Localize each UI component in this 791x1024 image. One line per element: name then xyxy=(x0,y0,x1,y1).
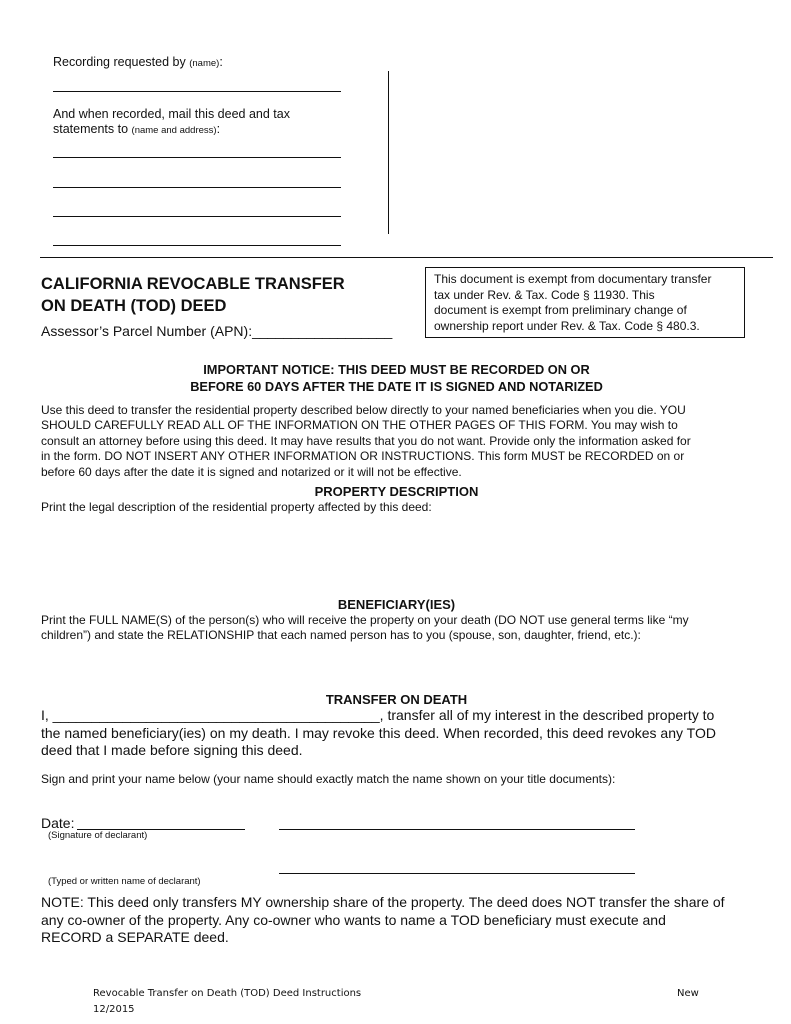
sign-instruction: Sign and print your name below (your name should exactly match the name shown on your title documents): xyxy=(41,772,616,786)
exempt-notice-box xyxy=(425,267,745,338)
property-description-instruction: Print the legal description of the residential property affected by this deed: xyxy=(41,500,432,514)
footer-status: New xyxy=(677,988,699,999)
signature-hint: (Signature of declarant) xyxy=(48,830,148,841)
note-line: NOTE: This deed only transfers MY ownership share of the property. The deed does NOT transfer the share of xyxy=(41,894,725,910)
signature-field[interactable] xyxy=(279,829,635,830)
notice-body-line: SHOULD CAREFULLY READ ALL OF THE INFORMATION ON THE OTHER PAGES OF THIS FORM. You may wish to xyxy=(41,418,678,433)
property-description-field[interactable] xyxy=(41,520,753,590)
recording-divider xyxy=(388,71,389,234)
colon: : xyxy=(219,55,223,69)
footer-doc-title: Revocable Transfer on Death (TOD) Deed Instructions xyxy=(93,988,362,999)
header-divider xyxy=(40,257,773,258)
note-line: any co-owner of the property. Any co-owner who wants to name a TOD beneficiary must execute and xyxy=(41,911,666,928)
notice-body-line: consult an attorney before using this deed. It may have results that you do not want. Provide only the information asked for xyxy=(41,433,691,448)
notice-body-line: in the form. DO NOT INSERT ANY OTHER INFORMATION OR INSTRUCTIONS. This form MUST be RECORDED on or xyxy=(41,449,685,464)
beneficiaries-heading: BENEFICIARY(IES) xyxy=(337,597,456,612)
beneficiaries-instruction xyxy=(41,613,761,644)
notice-line1: IMPORTANT NOTICE: THIS DEED MUST BE RECORDED ON OR xyxy=(203,362,590,377)
requested-by-text: Recording requested by xyxy=(53,55,186,69)
requested-by-hint: (name) xyxy=(189,58,220,69)
beneficiaries-instruction-line: children”) and state the RELATIONSHIP that each named person has to you (spouse, son, daughter, friend, etc.): xyxy=(41,628,641,643)
mail-to-line-1[interactable] xyxy=(53,157,341,158)
exempt-line: ownership report under Rev. & Tax. Code § 480.3. xyxy=(434,318,700,333)
mail-to-line-4[interactable] xyxy=(53,245,341,246)
typed-name-field[interactable] xyxy=(279,873,635,874)
requested-by-line[interactable] xyxy=(53,91,341,92)
transfer-body-line: the named beneficiary(ies) on my death. I may revoke this deed. When recorded, this deed revokes any TOD xyxy=(41,724,716,741)
note-line: RECORD a SEPARATE deed. xyxy=(41,929,229,945)
beneficiaries-instruction-line: Print the FULL NAME(S) of the person(s) who will receive the property on your death (DO NOT use general terms like “my xyxy=(41,613,689,627)
mail-label-line1: And when recorded, mail this deed and tax xyxy=(53,107,290,121)
important-notice-heading xyxy=(40,361,753,395)
exempt-line: tax under Rev. & Tax. Code § 11930. This xyxy=(434,287,655,302)
notice-body-line: Use this deed to transfer the residential property described below directly to your named beneficiaries when you die. YOU xyxy=(41,403,686,417)
mail-to-label xyxy=(53,107,290,138)
footer-date: 12/2015 xyxy=(93,1004,135,1015)
property-description-heading: PROPERTY DESCRIPTION xyxy=(314,484,479,499)
mail-hint: (name and address) xyxy=(131,125,217,136)
mail-to-line-2[interactable] xyxy=(53,187,341,188)
notice-body-line: before 60 days after the date it is signed and notarized or it will not be effective. xyxy=(41,464,462,479)
beneficiaries-field[interactable] xyxy=(41,648,753,688)
page-title xyxy=(41,273,345,317)
title-line1: CALIFORNIA REVOCABLE TRANSFER xyxy=(41,275,345,293)
transfer-body xyxy=(41,707,771,760)
date-label: Date: xyxy=(41,815,75,831)
note-block xyxy=(41,894,725,947)
typed-name-hint: (Typed or written name of declarant) xyxy=(48,876,201,887)
transfer-body-line: I, __________________________________________, transfer all of my interest in the described property to xyxy=(41,707,715,723)
exempt-line: document is exempt from preliminary change of xyxy=(434,303,687,318)
colon: : xyxy=(216,122,221,136)
exempt-line: This document is exempt from documentary transfer xyxy=(434,272,712,286)
recording-requested-label xyxy=(53,55,223,71)
notice-line2: BEFORE 60 DAYS AFTER THE DATE IT IS SIGNED AND NOTARIZED xyxy=(190,379,603,394)
mail-to-line-3[interactable] xyxy=(53,216,341,217)
apn-field[interactable]: Assessor’s Parcel Number (APN):__________________ xyxy=(41,323,393,339)
mail-label-line2: statements to xyxy=(53,122,129,136)
transfer-body-line: deed that I made before signing this deed. xyxy=(41,742,303,758)
title-line2: ON DEATH (TOD) DEED xyxy=(41,297,227,315)
notice-body xyxy=(41,403,761,480)
transfer-on-death-heading: TRANSFER ON DEATH xyxy=(325,692,468,707)
footer-left xyxy=(93,986,361,1018)
